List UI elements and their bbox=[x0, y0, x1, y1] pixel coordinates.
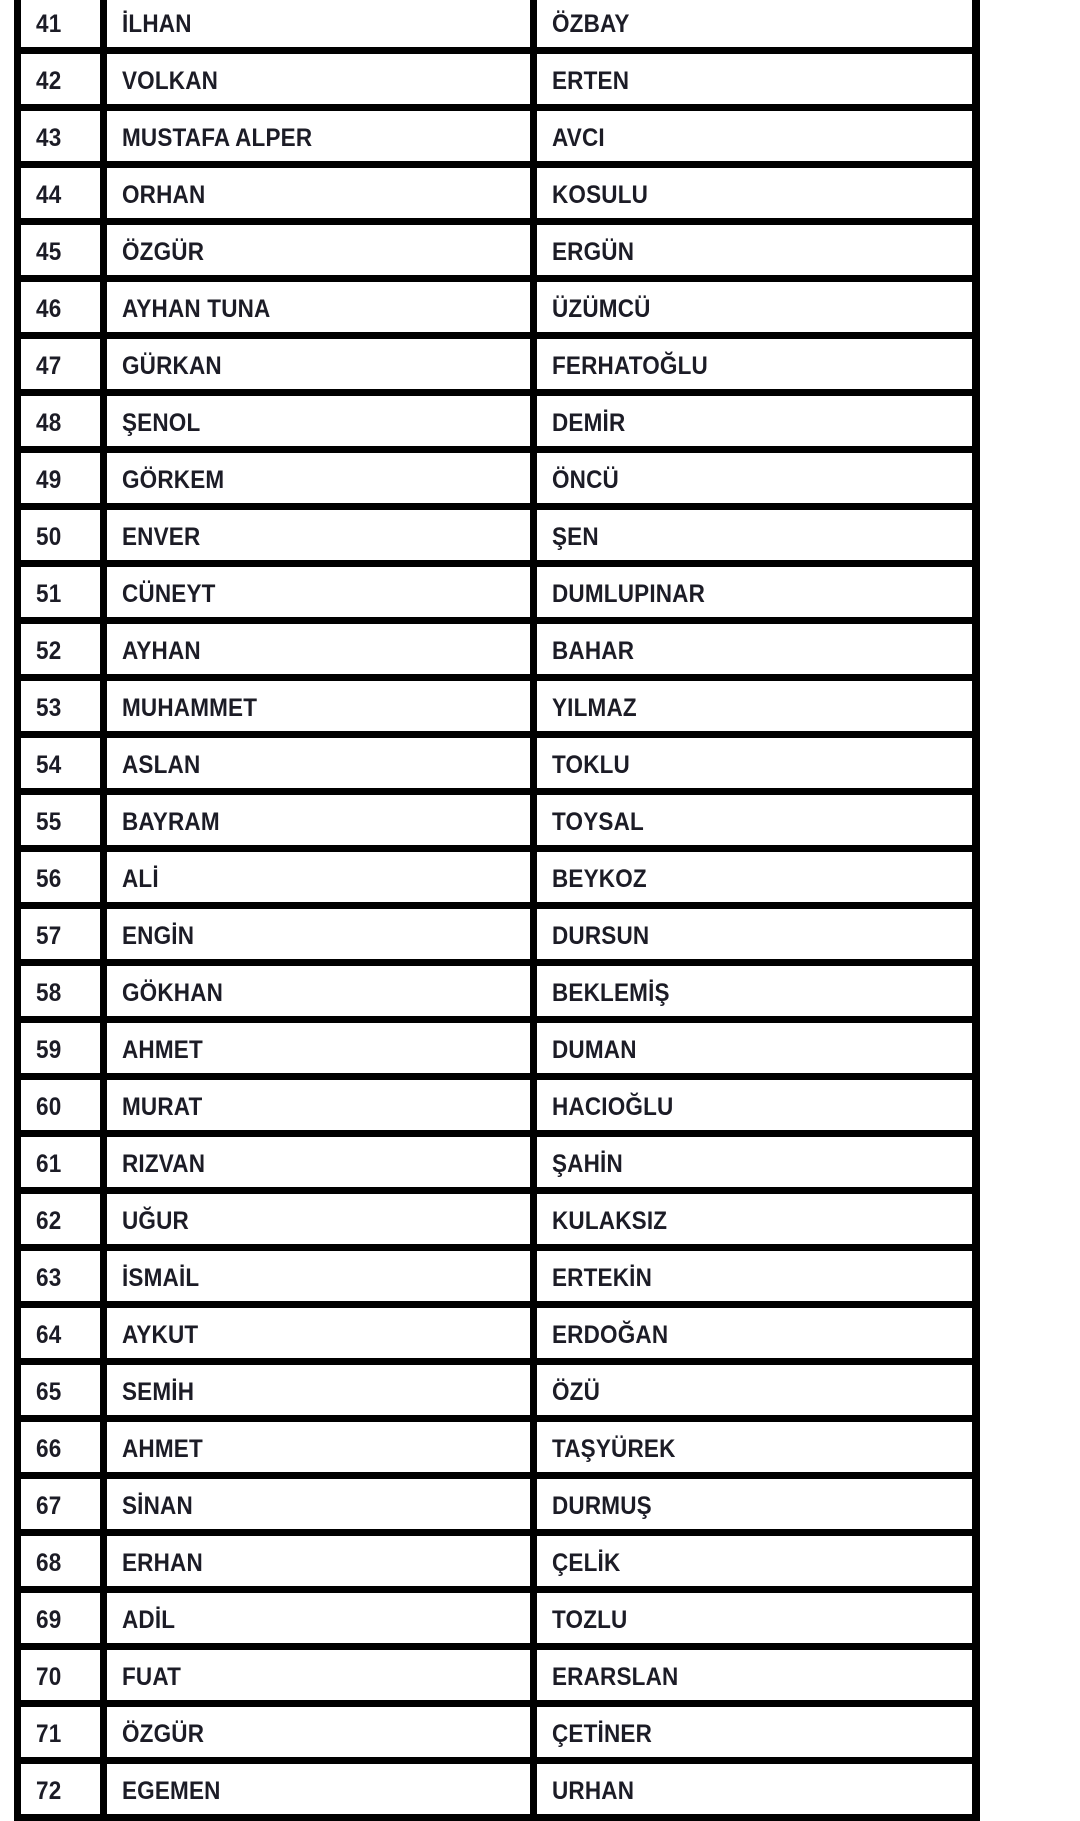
last-name-cell bbox=[537, 624, 972, 674]
row-number-cell bbox=[21, 282, 100, 332]
table-row bbox=[14, 674, 980, 731]
first-name-cell bbox=[107, 567, 530, 617]
last-name-cell-text: BEKLEMİŞ bbox=[552, 978, 670, 1007]
first-name-cell-text: AYHAN TUNA bbox=[122, 294, 271, 323]
row-number-cell bbox=[21, 0, 100, 47]
names-table bbox=[14, 0, 980, 1821]
table-row bbox=[14, 1415, 980, 1472]
last-name-cell bbox=[537, 168, 972, 218]
first-name-cell-text: SEMİH bbox=[122, 1377, 195, 1406]
row-number-cell bbox=[21, 1308, 100, 1358]
row-number-cell-text: 51 bbox=[36, 579, 62, 608]
first-name-cell bbox=[107, 1023, 530, 1073]
table-row bbox=[14, 1301, 980, 1358]
first-name-cell-text: ASLAN bbox=[122, 750, 201, 779]
last-name-cell-text: DUMLUPINAR bbox=[552, 579, 706, 608]
row-number-cell bbox=[21, 1707, 100, 1757]
last-name-cell-text: ŞAHİN bbox=[552, 1149, 623, 1178]
last-name-cell-text: YILMAZ bbox=[552, 693, 637, 722]
last-name-cell-text: HACIOĞLU bbox=[552, 1092, 674, 1121]
first-name-cell-text: ORHAN bbox=[122, 180, 206, 209]
first-name-cell bbox=[107, 1479, 530, 1529]
table-row bbox=[14, 1529, 980, 1586]
first-name-cell-text: VOLKAN bbox=[122, 66, 219, 95]
last-name-cell bbox=[537, 567, 972, 617]
row-number-cell bbox=[21, 339, 100, 389]
last-name-cell-text: TOKLU bbox=[552, 750, 630, 779]
table-row bbox=[14, 731, 980, 788]
first-name-cell bbox=[107, 1308, 530, 1358]
row-number-cell-text: 71 bbox=[36, 1719, 62, 1748]
row-number-cell-text: 61 bbox=[36, 1149, 62, 1178]
last-name-cell bbox=[537, 681, 972, 731]
first-name-cell-text: İLHAN bbox=[122, 9, 192, 38]
last-name-cell-text: URHAN bbox=[552, 1776, 635, 1805]
last-name-cell bbox=[537, 339, 972, 389]
first-name-cell bbox=[107, 681, 530, 731]
row-number-cell bbox=[21, 1479, 100, 1529]
first-name-cell bbox=[107, 1137, 530, 1187]
row-number-cell bbox=[21, 1536, 100, 1586]
first-name-cell-text: UĞUR bbox=[122, 1206, 189, 1235]
row-number-cell bbox=[21, 111, 100, 161]
last-name-cell bbox=[537, 852, 972, 902]
row-number-cell bbox=[21, 1365, 100, 1415]
first-name-cell-text: ÖZGÜR bbox=[122, 237, 205, 266]
row-number-cell-text: 72 bbox=[36, 1776, 62, 1805]
row-number-cell bbox=[21, 1023, 100, 1073]
last-name-cell-text: DUMAN bbox=[552, 1035, 637, 1064]
first-name-cell bbox=[107, 1536, 530, 1586]
last-name-cell-text: AVCI bbox=[552, 123, 605, 152]
first-name-cell bbox=[107, 738, 530, 788]
row-number-cell-text: 42 bbox=[36, 66, 62, 95]
row-number-cell bbox=[21, 1194, 100, 1244]
last-name-cell bbox=[537, 1137, 972, 1187]
table-row bbox=[14, 332, 980, 389]
last-name-cell-text: ÜZÜMCÜ bbox=[552, 294, 651, 323]
first-name-cell-text: MURAT bbox=[122, 1092, 203, 1121]
table-row bbox=[14, 1073, 980, 1130]
last-name-cell bbox=[537, 1251, 972, 1301]
last-name-cell bbox=[537, 1650, 972, 1700]
last-name-cell bbox=[537, 795, 972, 845]
first-name-cell bbox=[107, 1194, 530, 1244]
row-number-cell-text: 56 bbox=[36, 864, 62, 893]
row-number-cell bbox=[21, 225, 100, 275]
table-row bbox=[14, 902, 980, 959]
row-number-cell-text: 50 bbox=[36, 522, 62, 551]
table-row bbox=[14, 1187, 980, 1244]
row-number-cell bbox=[21, 852, 100, 902]
row-number-cell-text: 41 bbox=[36, 9, 62, 38]
first-name-cell-text: İSMAİL bbox=[122, 1263, 200, 1292]
table-row bbox=[14, 218, 980, 275]
row-number-cell-text: 55 bbox=[36, 807, 62, 836]
table-row bbox=[14, 1016, 980, 1073]
row-number-cell-text: 68 bbox=[36, 1548, 62, 1577]
last-name-cell bbox=[537, 1536, 972, 1586]
first-name-cell-text: AHMET bbox=[122, 1035, 203, 1064]
last-name-cell-text: KOSULU bbox=[552, 180, 649, 209]
table-row bbox=[14, 1358, 980, 1415]
row-number-cell-text: 52 bbox=[36, 636, 62, 665]
first-name-cell bbox=[107, 1707, 530, 1757]
last-name-cell bbox=[537, 738, 972, 788]
row-number-cell-text: 46 bbox=[36, 294, 62, 323]
first-name-cell bbox=[107, 909, 530, 959]
table-row bbox=[14, 161, 980, 218]
last-name-cell bbox=[537, 0, 972, 47]
row-number-cell-text: 65 bbox=[36, 1377, 62, 1406]
last-name-cell-text: ÇETİNER bbox=[552, 1719, 653, 1748]
last-name-cell-text: TOZLU bbox=[552, 1605, 628, 1634]
first-name-cell-text: FUAT bbox=[122, 1662, 182, 1691]
table-row bbox=[14, 788, 980, 845]
row-number-cell-text: 45 bbox=[36, 237, 62, 266]
table-row bbox=[14, 275, 980, 332]
first-name-cell-text: GÜRKAN bbox=[122, 351, 222, 380]
first-name-cell-text: AYHAN bbox=[122, 636, 201, 665]
first-name-cell bbox=[107, 1422, 530, 1472]
last-name-cell-text: DURMUŞ bbox=[552, 1491, 652, 1520]
first-name-cell bbox=[107, 0, 530, 47]
last-name-cell-text: ERTEKİN bbox=[552, 1263, 653, 1292]
first-name-cell bbox=[107, 510, 530, 560]
last-name-cell bbox=[537, 1308, 972, 1358]
row-number-cell bbox=[21, 1764, 100, 1814]
last-name-cell-text: ÇELİK bbox=[552, 1548, 621, 1577]
table-row bbox=[14, 959, 980, 1016]
last-name-cell bbox=[537, 282, 972, 332]
table-row bbox=[14, 47, 980, 104]
last-name-cell-text: ERTEN bbox=[552, 66, 630, 95]
row-number-cell bbox=[21, 1650, 100, 1700]
last-name-cell-text: TOYSAL bbox=[552, 807, 644, 836]
first-name-cell bbox=[107, 111, 530, 161]
last-name-cell bbox=[537, 1422, 972, 1472]
row-number-cell bbox=[21, 453, 100, 503]
last-name-cell-text: TAŞYÜREK bbox=[552, 1434, 676, 1463]
first-name-cell bbox=[107, 1080, 530, 1130]
table-row bbox=[14, 1700, 980, 1757]
row-number-cell-text: 48 bbox=[36, 408, 62, 437]
table-row bbox=[14, 560, 980, 617]
table-row bbox=[14, 104, 980, 161]
table-row bbox=[14, 446, 980, 503]
first-name-cell bbox=[107, 1251, 530, 1301]
first-name-cell bbox=[107, 339, 530, 389]
first-name-cell bbox=[107, 1365, 530, 1415]
row-number-cell bbox=[21, 396, 100, 446]
table-row bbox=[14, 1643, 980, 1700]
last-name-cell bbox=[537, 1707, 972, 1757]
table-row bbox=[14, 1130, 980, 1187]
last-name-cell bbox=[537, 111, 972, 161]
last-name-cell bbox=[537, 1479, 972, 1529]
row-number-cell-text: 69 bbox=[36, 1605, 62, 1634]
row-number-cell bbox=[21, 510, 100, 560]
last-name-cell-text: FERHATOĞLU bbox=[552, 351, 708, 380]
row-number-cell-text: 66 bbox=[36, 1434, 62, 1463]
table-row bbox=[14, 845, 980, 902]
row-number-cell-text: 53 bbox=[36, 693, 62, 722]
first-name-cell bbox=[107, 54, 530, 104]
row-number-cell-text: 64 bbox=[36, 1320, 62, 1349]
row-number-cell-text: 63 bbox=[36, 1263, 62, 1292]
first-name-cell bbox=[107, 225, 530, 275]
row-number-cell-text: 54 bbox=[36, 750, 62, 779]
first-name-cell-text: GÖKHAN bbox=[122, 978, 224, 1007]
first-name-cell-text: ALİ bbox=[122, 864, 159, 893]
row-number-cell bbox=[21, 54, 100, 104]
last-name-cell bbox=[537, 1365, 972, 1415]
row-number-cell bbox=[21, 909, 100, 959]
last-name-cell bbox=[537, 510, 972, 560]
last-name-cell-text: ERARSLAN bbox=[552, 1662, 679, 1691]
row-number-cell bbox=[21, 1080, 100, 1130]
table-row bbox=[14, 617, 980, 674]
row-number-cell-text: 44 bbox=[36, 180, 62, 209]
last-name-cell bbox=[537, 1023, 972, 1073]
row-number-cell bbox=[21, 567, 100, 617]
table-row bbox=[14, 1586, 980, 1643]
row-number-cell bbox=[21, 624, 100, 674]
last-name-cell-text: KULAKSIZ bbox=[552, 1206, 668, 1235]
first-name-cell-text: ENGİN bbox=[122, 921, 195, 950]
last-name-cell bbox=[537, 396, 972, 446]
first-name-cell bbox=[107, 966, 530, 1016]
first-name-cell bbox=[107, 168, 530, 218]
first-name-cell bbox=[107, 852, 530, 902]
last-name-cell bbox=[537, 225, 972, 275]
row-number-cell-text: 60 bbox=[36, 1092, 62, 1121]
last-name-cell-text: ÖZBAY bbox=[552, 9, 630, 38]
row-number-cell-text: 58 bbox=[36, 978, 62, 1007]
last-name-cell-text: DURSUN bbox=[552, 921, 650, 950]
first-name-cell-text: EGEMEN bbox=[122, 1776, 221, 1805]
row-number-cell bbox=[21, 1593, 100, 1643]
last-name-cell bbox=[537, 453, 972, 503]
first-name-cell-text: AHMET bbox=[122, 1434, 203, 1463]
row-number-cell-text: 62 bbox=[36, 1206, 62, 1235]
row-number-cell bbox=[21, 1422, 100, 1472]
row-number-cell bbox=[21, 738, 100, 788]
last-name-cell-text: ERGÜN bbox=[552, 237, 635, 266]
row-number-cell-text: 59 bbox=[36, 1035, 62, 1064]
first-name-cell-text: BAYRAM bbox=[122, 807, 220, 836]
first-name-cell-text: MUSTAFA ALPER bbox=[122, 123, 313, 152]
table-row bbox=[14, 503, 980, 560]
row-number-cell-text: 49 bbox=[36, 465, 62, 494]
last-name-cell bbox=[537, 1764, 972, 1814]
first-name-cell bbox=[107, 1593, 530, 1643]
first-name-cell-text: SİNAN bbox=[122, 1491, 193, 1520]
first-name-cell-text: GÖRKEM bbox=[122, 465, 225, 494]
first-name-cell bbox=[107, 453, 530, 503]
first-name-cell-text: ADİL bbox=[122, 1605, 176, 1634]
table-row bbox=[14, 0, 980, 47]
row-number-cell-text: 47 bbox=[36, 351, 62, 380]
last-name-cell bbox=[537, 1593, 972, 1643]
last-name-cell-text: ÖNCÜ bbox=[552, 465, 619, 494]
first-name-cell bbox=[107, 624, 530, 674]
row-number-cell bbox=[21, 681, 100, 731]
table-row bbox=[14, 1244, 980, 1301]
first-name-cell bbox=[107, 795, 530, 845]
row-number-cell-text: 43 bbox=[36, 123, 62, 152]
row-number-cell bbox=[21, 168, 100, 218]
last-name-cell bbox=[537, 54, 972, 104]
first-name-cell-text: RIZVAN bbox=[122, 1149, 206, 1178]
last-name-cell-text: BAHAR bbox=[552, 636, 635, 665]
row-number-cell-text: 70 bbox=[36, 1662, 62, 1691]
row-number-cell bbox=[21, 1251, 100, 1301]
first-name-cell-text: AYKUT bbox=[122, 1320, 199, 1349]
last-name-cell-text: BEYKOZ bbox=[552, 864, 647, 893]
last-name-cell bbox=[537, 1080, 972, 1130]
last-name-cell-text: ŞEN bbox=[552, 522, 599, 551]
first-name-cell-text: MUHAMMET bbox=[122, 693, 258, 722]
last-name-cell-text: ÖZÜ bbox=[552, 1377, 601, 1406]
table-row bbox=[14, 1472, 980, 1529]
first-name-cell-text: CÜNEYT bbox=[122, 579, 216, 608]
last-name-cell bbox=[537, 909, 972, 959]
row-number-cell bbox=[21, 795, 100, 845]
row-number-cell bbox=[21, 1137, 100, 1187]
first-name-cell bbox=[107, 1764, 530, 1814]
table-row bbox=[14, 389, 980, 446]
first-name-cell-text: ÖZGÜR bbox=[122, 1719, 205, 1748]
first-name-cell-text: ŞENOL bbox=[122, 408, 201, 437]
last-name-cell-text: DEMİR bbox=[552, 408, 626, 437]
last-name-cell-text: ERDOĞAN bbox=[552, 1320, 669, 1349]
row-number-cell bbox=[21, 966, 100, 1016]
last-name-cell bbox=[537, 1194, 972, 1244]
table-row bbox=[14, 1757, 980, 1814]
row-number-cell-text: 57 bbox=[36, 921, 62, 950]
row-number-cell-text: 67 bbox=[36, 1491, 62, 1520]
first-name-cell bbox=[107, 282, 530, 332]
first-name-cell-text: ERHAN bbox=[122, 1548, 203, 1577]
last-name-cell bbox=[537, 966, 972, 1016]
first-name-cell-text: ENVER bbox=[122, 522, 201, 551]
first-name-cell bbox=[107, 396, 530, 446]
first-name-cell bbox=[107, 1650, 530, 1700]
